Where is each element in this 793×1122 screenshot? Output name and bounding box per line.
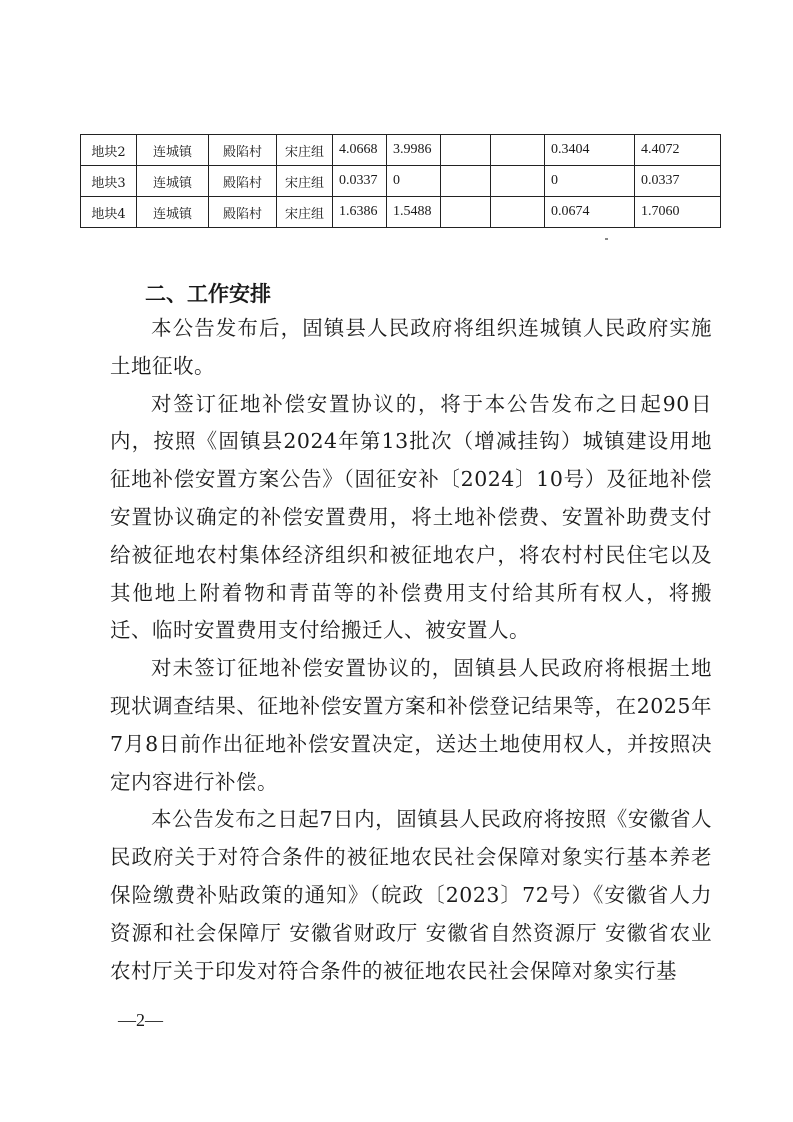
cell-value: 1.5488 [387,197,441,228]
cell-value: 0 [387,166,441,197]
cell-value: 0 [545,166,635,197]
paragraph: 对签订征地补偿安置协议的，将于本公告发布之日起90日内，按照《固镇县2024年第13批次（增减挂钩）城镇建设用地征地补偿安置方案公告》（固征安补〔2024〕10号）及征地补偿安置协议确定的补偿安置费用，将土地补偿费、安置补助费支付给被征地农村集体经济组织和被征地农户，将农村村民住宅以及其他地上附着物和青苗等的补偿费用支付给其所有权人，将搬迁、临时安置费用支付给搬迁人、被安置人。 [110,391,712,643]
table-row [81,166,721,197]
cell-value: 0.3404 [545,135,635,166]
cell-town: 连城镇 [137,197,209,228]
land-table [80,134,721,228]
cell-value [441,197,491,228]
paragraph: 本公告发布之日起7日内，固镇县人民政府将按照《安徽省人民政府关于对符合条件的被征地农民社会保障对象实行基本养老保险缴费补贴政策的通知》（皖政〔2023〕72号）《安徽省人力资源和社会保障厅 安徽省财政厅 安徽省自然资源厅 安徽省农业农村厅关于印发对符合条件的被征地农民社会保障对象实行基 [110,807,712,983]
cell-town: 连城镇 [137,135,209,166]
cell-value: 3.9986 [387,135,441,166]
cell-village: 殿陷村 [209,166,277,197]
page-number: —2— [118,1010,163,1030]
section-heading: 二、工作安排 [145,282,271,306]
cell-village: 殿陷村 [209,197,277,228]
land-table-fragment [80,134,720,228]
table-row [81,197,721,228]
cell-value: 4.4072 [635,135,721,166]
cell-value: 0.0337 [635,166,721,197]
cell-value: 4.0668 [333,135,387,166]
cell-village: 殿陷村 [209,135,277,166]
cell-group: 宋庄组 [277,197,333,228]
cell-value: 1.7060 [635,197,721,228]
section-body [110,310,712,990]
cell-plot: 地块2 [81,135,137,166]
cell-plot: 地块4 [81,197,137,228]
cell-value: 1.6386 [333,197,387,228]
cell-value [491,166,545,197]
scan-speck [605,238,608,240]
paragraph: 本公告发布后，固镇县人民政府将组织连城镇人民政府实施土地征收。 [110,316,712,378]
cell-value [491,135,545,166]
table-row [81,135,721,166]
cell-value: 0.0337 [333,166,387,197]
cell-plot: 地块3 [81,166,137,197]
cell-value: 0.0674 [545,197,635,228]
cell-value [441,135,491,166]
cell-town: 连城镇 [137,166,209,197]
cell-group: 宋庄组 [277,166,333,197]
cell-value [441,166,491,197]
paragraph: 对未签订征地补偿安置协议的，固镇县人民政府将根据土地现状调查结果、征地补偿安置方案和补偿登记结果等，在2025年7月8日前作出征地补偿安置决定，送达土地使用权人，并按照决定内容进行补偿。 [110,656,712,794]
cell-group: 宋庄组 [277,135,333,166]
cell-value [491,197,545,228]
